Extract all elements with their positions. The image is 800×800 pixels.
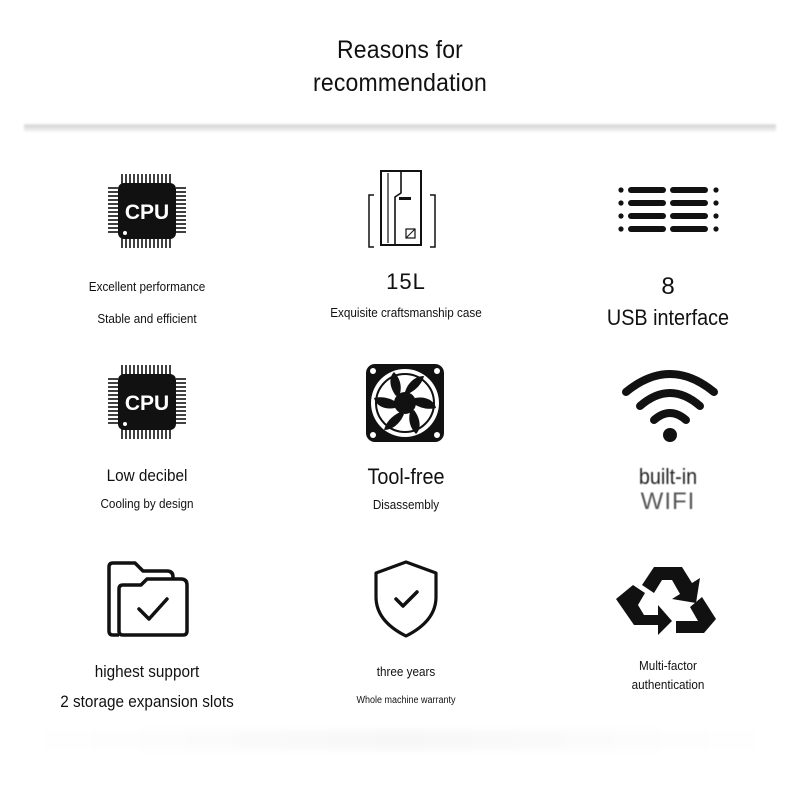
shield-check-icon [372, 559, 440, 639]
feature-line1: Multi-factor [639, 658, 697, 673]
feature-line1: 8 [661, 273, 675, 300]
feature-line2: authentication [631, 677, 705, 692]
cpu-icon-label: CPU [124, 201, 170, 224]
pc-case-icon [366, 167, 438, 253]
header-divider [24, 124, 776, 133]
bottom-fade [20, 730, 780, 750]
fan-icon [364, 362, 446, 444]
feature-case [276, 165, 536, 335]
feature-line2: Whole machine warranty [356, 695, 456, 706]
feature-line2: WIFI [640, 488, 696, 515]
wifi-icon [620, 362, 720, 444]
feature-line2: Stable and efficient [97, 311, 197, 326]
recycle-icon [614, 563, 722, 637]
page-title [32, 34, 768, 100]
feature-line1: Tool-free [367, 464, 445, 489]
feature-line1: built-in [638, 464, 698, 489]
feature-usb [538, 165, 798, 335]
title-line-1: Reasons for [336, 36, 464, 64]
feature-line1: Low decibel [106, 466, 188, 485]
feature-cooling [17, 358, 277, 528]
feature-wifi [538, 358, 798, 528]
feature-storage [17, 555, 277, 725]
feature-authentication [538, 555, 798, 725]
feature-line2: Cooling by design [100, 496, 194, 511]
cpu-icon [106, 361, 188, 443]
folder-check-icon [105, 559, 193, 639]
feature-performance [17, 165, 277, 335]
feature-line1: highest support [94, 662, 200, 681]
cpu-icon [106, 170, 188, 252]
feature-line1: three years [376, 664, 436, 679]
feature-warranty [276, 555, 536, 725]
feature-line2: USB interface [606, 305, 730, 330]
title-line-2: recommendation [313, 69, 487, 97]
feature-line1: Excellent performance [88, 279, 206, 294]
feature-tool-free [276, 358, 536, 528]
cpu-icon-label: CPU [124, 392, 170, 415]
feature-line1: 15L [386, 269, 426, 294]
feature-line2: Exquisite craftsmanship case [330, 305, 482, 320]
usb-ports-icon [616, 185, 722, 237]
feature-line2: Disassembly [372, 497, 440, 512]
feature-line2: 2 storage expansion slots [60, 692, 234, 711]
